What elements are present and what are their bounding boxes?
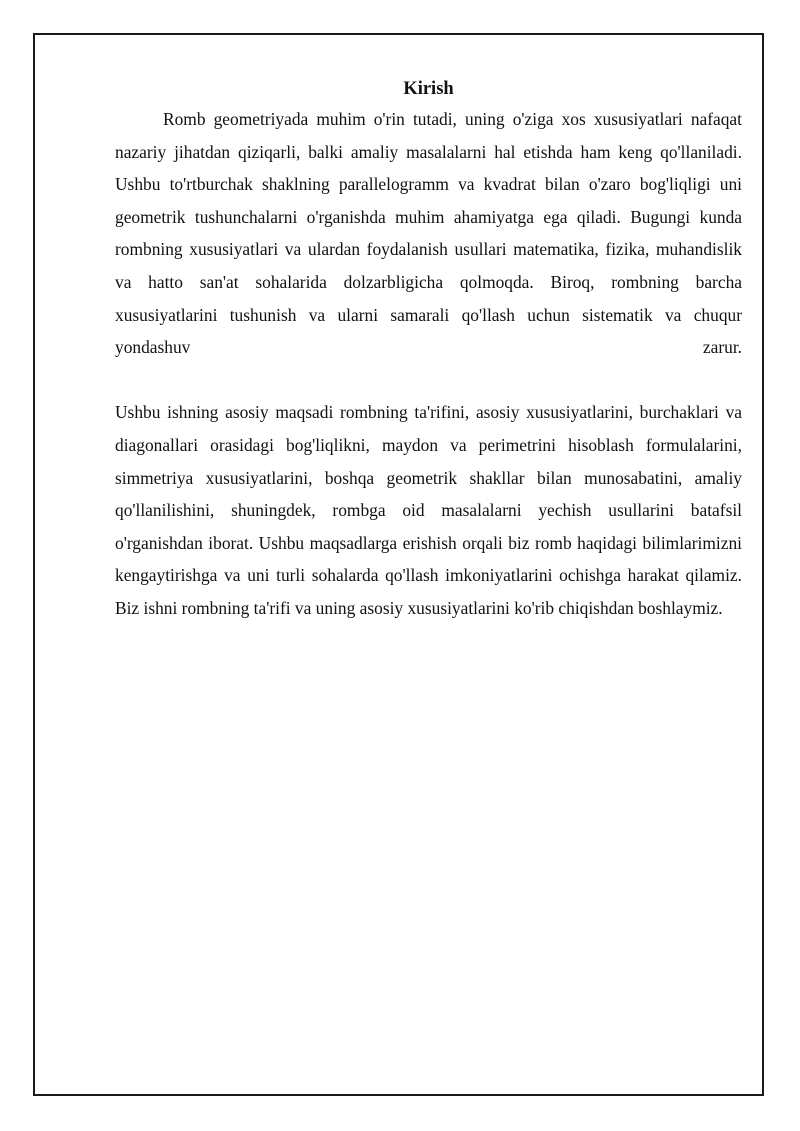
document-body — [115, 74, 742, 625]
intro-paragraph: Romb geometriyada muhim o'rin tutadi, uning o'ziga xos xususiyatlari nafaqat nazariy jihatdan qiziqarli, balki amaliy masalalarni hal etishda ham keng qo'llaniladi. Ushbu to'rtburchak shaklning parallelogramm va kvadrat bilan o'zaro bog'liqligi uni geometrik tushunchalarni o'rganishda muhim ahamiyatga ega qiladi. Bugungi kunda rombning xususiyatlari va ulardan foydalanish usullari matematika, fizika, muhandislik va hatto san'at sohalarida dolzarbligicha qolmoqda. Biroq, rombning barcha xususiyatlarini tushunish va ularni samarali qo'llash uchun sistematik va chuqur yondashuv zarur. — [115, 109, 742, 358]
goal-paragraph: Ushbu ishning asosiy maqsadi rombning ta'rifini, asosiy xususiyatlarini, burchaklari va diagonallari orasidagi bog'liqlikni, maydon va perimetrini hisoblash formulalarini, simmetriya xususiyatlarini, boshqa geometrik shakllar bilan munosabatini, amaliy qo'llanilishini, shuningdek, rombga oid masalalarni yechish usullarini batafsil o'rganishdan iborat. Ushbu maqsadlarga erishish orqali biz romb haqidagi bilimlarimizni kengaytirishga va uni turli sohalarda qo'llash imkoniyatlarini ochishga harakat qilamiz. Biz ishni rombning ta'rifi va uning asosiy xususiyatlarini ko'rib chiqishdan boshlaymiz. — [115, 402, 742, 618]
paragraph-spacer — [115, 364, 742, 397]
document-title: Kirish — [403, 79, 454, 99]
